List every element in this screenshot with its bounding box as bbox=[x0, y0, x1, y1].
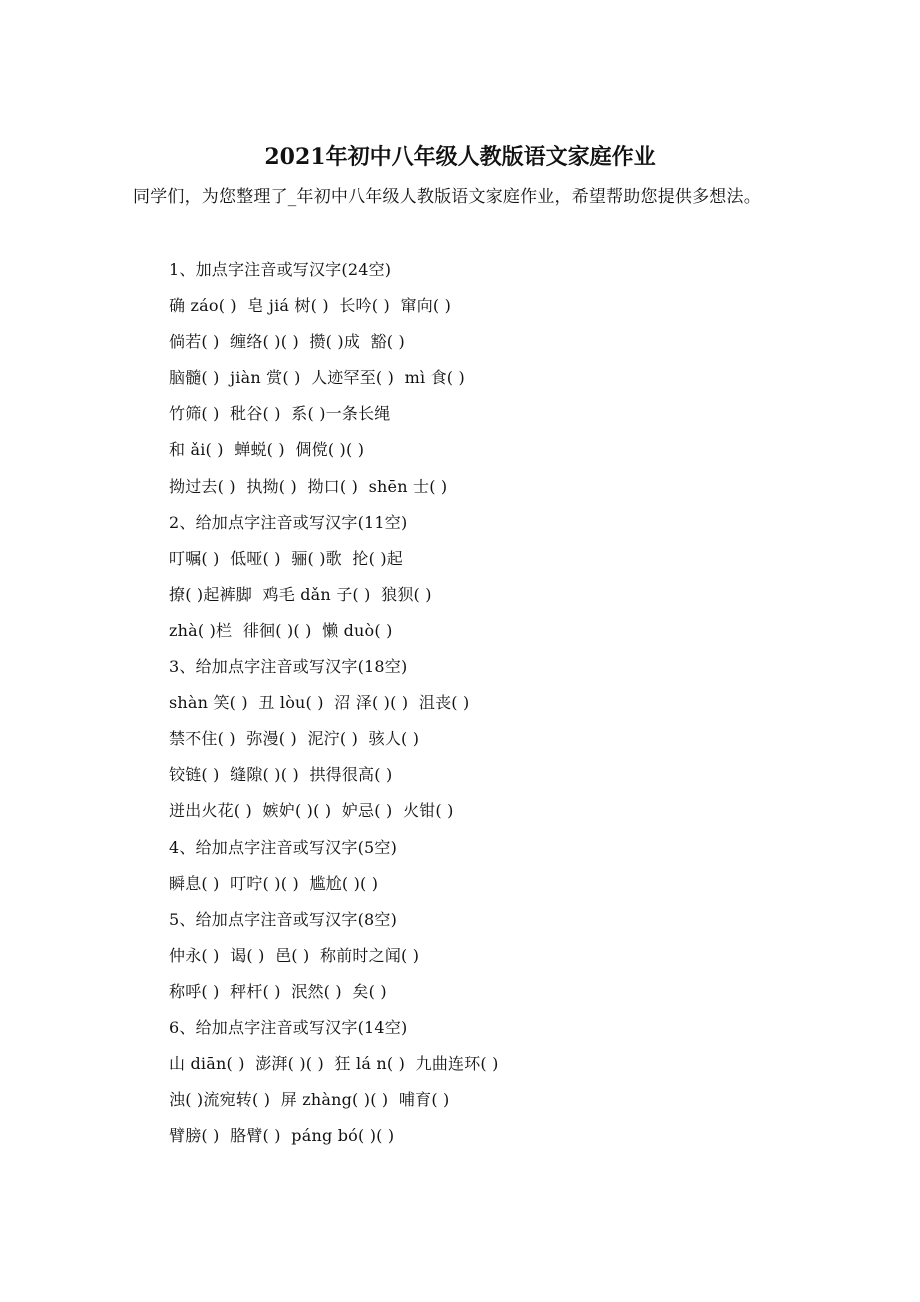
section-heading: 1、加点字注音或写汉字(24空) bbox=[169, 260, 392, 279]
exercise-line: zhà( )栏 徘徊( )( ) 懒 duò( ) bbox=[169, 620, 393, 640]
section-heading: 4、给加点字注音或写汉字(5空) bbox=[169, 837, 398, 857]
exercise-line: 倘若( ) 缠络( )( ) 攒( )成 豁( ) bbox=[169, 332, 405, 352]
exercise-line: 仲永( ) 谒( ) 邑( ) 称前时之闻( ) bbox=[169, 945, 420, 965]
exercise-line: 拗过去( ) 执拗( ) 拗口( ) shēn 士( ) bbox=[169, 476, 448, 496]
exercise-line: shàn 笑( ) 丑 lòu( ) 沼 泽( )( ) 沮丧( ) bbox=[169, 693, 470, 713]
section-heading: 3、给加点字注音或写汉字(18空) bbox=[169, 657, 408, 677]
section-heading: 6、给加点字注音或写汉字(14空) bbox=[169, 1017, 408, 1037]
exercise-line: 山 diān( ) 澎湃( )( ) 狂 lá n( ) 九曲连环( ) bbox=[169, 1054, 499, 1074]
intro-paragraph: 同学们，为您整理了_年初中八年级人教版语文家庭作业，希望帮助您提供多想法。 bbox=[133, 187, 761, 207]
exercise-line: 瞬息( ) 叮咛( )( ) 尴尬( )( ) bbox=[169, 873, 379, 893]
exercise-lines bbox=[169, 252, 789, 1154]
exercise-line: 臂膀( ) 胳臂( ) páng bó( )( ) bbox=[169, 1126, 395, 1146]
exercise-line: 铰链( ) 缝隙( )( ) 拱得很高( ) bbox=[169, 765, 393, 785]
exercise-line: 浊( )流宛转( ) 屏 zhàng( )( ) 哺育( ) bbox=[169, 1090, 450, 1110]
exercise-line: 脑髓( ) jiàn 赏( ) 人迹罕至( ) mì 食( ) bbox=[169, 368, 465, 388]
exercise-line: 称呼( ) 秤杆( ) 泯然( ) 矣( ) bbox=[169, 981, 387, 1001]
exercise-line: 撩( )起裤脚 鸡毛 dǎn 子( ) 狼狈( ) bbox=[169, 584, 432, 604]
exercise-line: 和 ǎi( ) 蝉蜕( ) 倜傥( )( ) bbox=[169, 440, 365, 460]
page-title: 2021年初中八年级人教版语文家庭作业 bbox=[264, 144, 656, 170]
exercise-line: 迸出火花( ) 嫉妒( )( ) 妒忌( ) 火钳( ) bbox=[169, 801, 454, 821]
exercise-line: 确 záo( ) 皂 jiá 树( ) 长吟( ) 窜向( ) bbox=[169, 296, 452, 316]
section-heading: 2、给加点字注音或写汉字(11空) bbox=[169, 512, 408, 532]
section-heading: 5、给加点字注音或写汉字(8空) bbox=[169, 909, 398, 929]
exercise-line: 竹筛( ) 秕谷( ) 系( )一条长绳 bbox=[169, 404, 391, 424]
exercise-line: 禁不住( ) 弥漫( ) 泥泞( ) 骇人( ) bbox=[169, 729, 420, 749]
exercise-line: 叮嘱( ) 低哑( ) 骊( )歌 抡( )起 bbox=[169, 548, 403, 568]
